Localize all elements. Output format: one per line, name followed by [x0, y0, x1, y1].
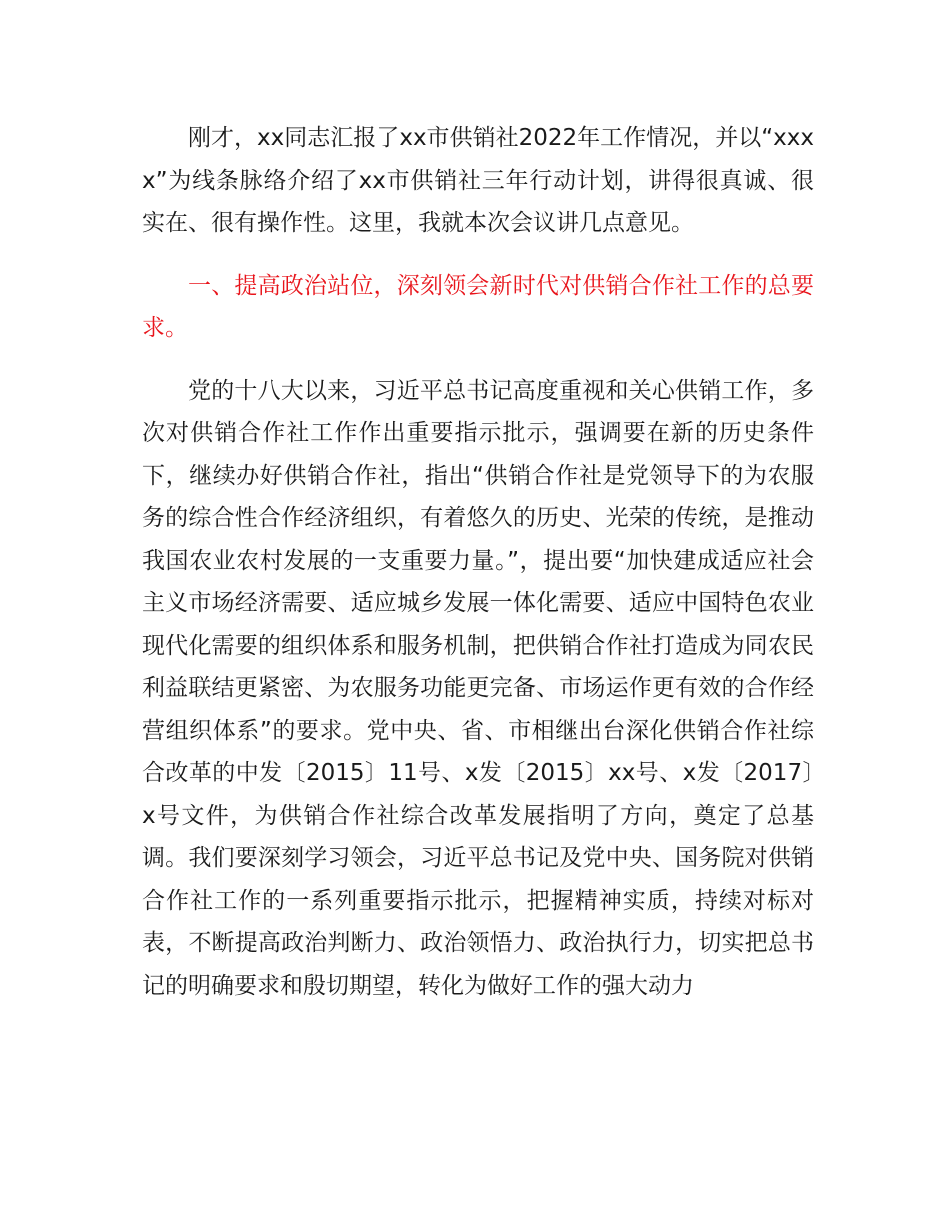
intro-paragraph: 刚才，xx同志汇报了xx市供销社2022年工作情况，并以“xxxx”为线条脉络介绍了xx市供销社三年行动计划，讲得很真诚、很实在、很有操作性。这里，我就本次会议讲几点意见。 [142, 125, 814, 236]
document-body [142, 117, 814, 1007]
section-heading: 一、提高政治站位，深刻领会新时代对供销合作社工作的总要求。 [142, 272, 814, 341]
section-paragraph: 党的十八大以来，习近平总书记高度重视和关心供销工作，多次对供销合作社工作作出重要指示批示，强调要在新的历史条件下，继续办好供销合作社，指出“供销合作社是党领导下的为农服务的综合性合作经济组织，有着悠久的历史、光荣的传统，是推动我国农业农村发展的一支重要力量。”，提出要“加快建成适应社会主义市场经济需要、适应城乡发展一体化需要、适应中国特色农业现代化需要的组织体系和服务机制，把供销合作社打造成为同农民利益联结更紧密、为农服务功能更完备、市场运作更有效的合作经营组织体系”的要求。党中央、省、市相继出台深化供销合作社综合改革的中发〔2015〕11号、x发〔2015〕xx号、x发〔2017〕x号文件，为供销合作社综合改革发展指明了方向，奠定了总基调。我们要深刻学习领会，习近平总书记及党中央、国务院对供销合作社工作的一系列重要指示批示，把握精神实质，持续对标对表，不断提高政治判断力、政治领悟力、政治执行力，切实把总书记的明确要求和殷切期望，转化为做好工作的强大动力 [142, 377, 814, 999]
